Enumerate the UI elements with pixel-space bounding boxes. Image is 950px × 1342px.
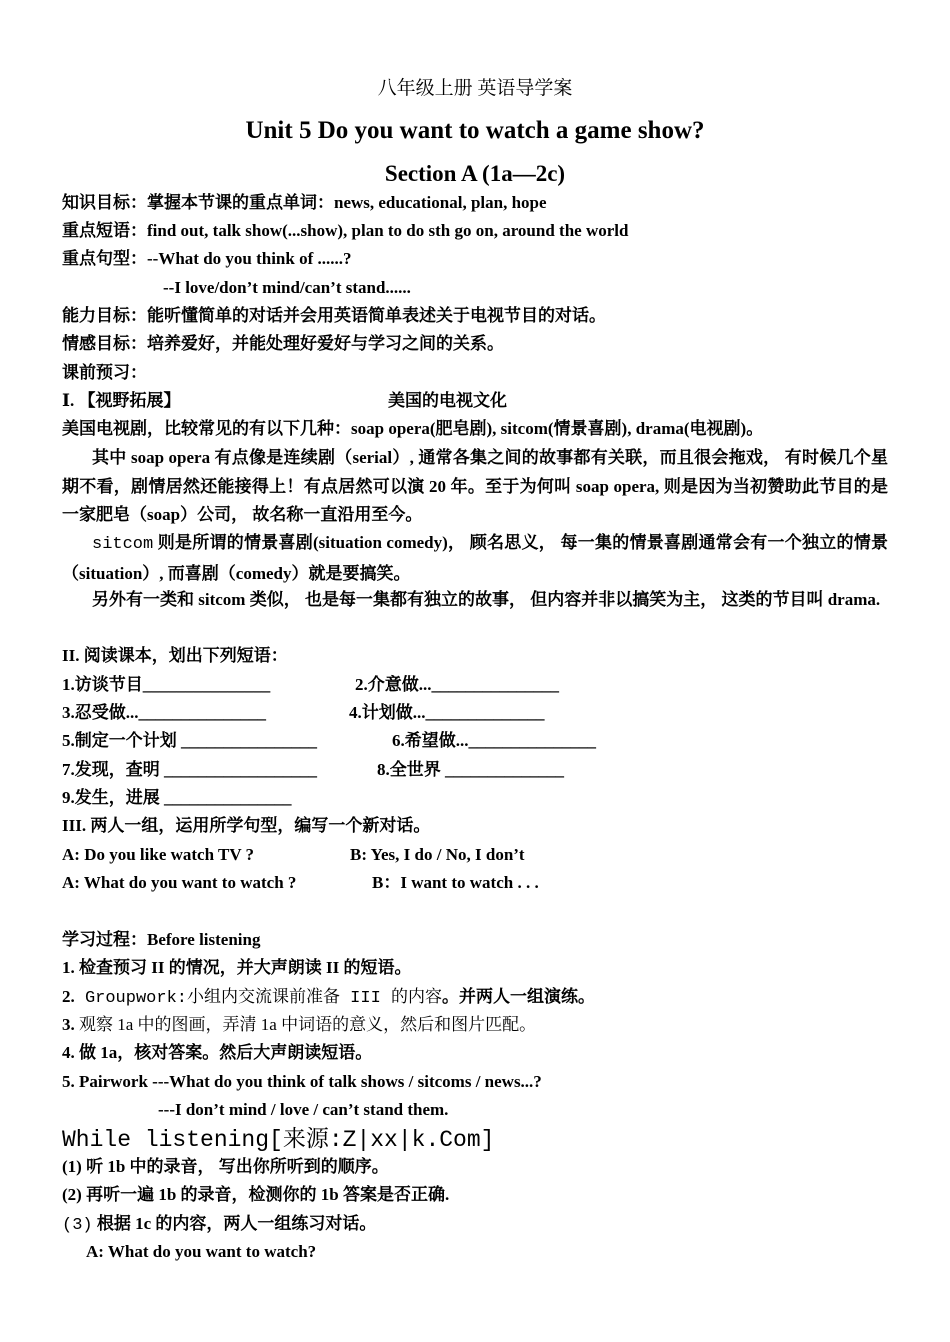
phrase-item-2: 2.介意做..._______________ <box>355 675 559 694</box>
process-step-2 <box>62 986 595 1010</box>
doc-subtitle: 八年级上册 英语导学案 <box>377 78 573 99</box>
step-3-label: (3) <box>62 1216 93 1235</box>
dialogue-b2: B：I want to watch . . . <box>372 873 539 892</box>
while-step-1: (1) 听 1b 中的录音， 写出你所听到的顺序。 <box>62 1157 389 1176</box>
knowledge-objective: 知识目标：掌握本节课的重点单词：news, educational, plan, hope <box>62 193 547 212</box>
process-step-1: 1. 检查预习 II 的情况，并大声朗读 II 的短语。 <box>62 958 412 977</box>
process-step-4: 4. 做 1a，核对答案。然后大声朗读短语。 <box>62 1043 373 1062</box>
step-3-number: 3. <box>62 1015 75 1034</box>
dialogue-a1: A: Do you like watch TV ? <box>62 845 255 864</box>
phrase-item-9: 9.发生，进展 _______________ <box>62 788 292 807</box>
phrase-item-3: 3.忍受做..._______________ <box>62 703 266 722</box>
sitcom-term: sitcom <box>92 535 154 554</box>
step-2-text: Groupwork:小组内交流课前准备 III 的内容 <box>74 989 442 1008</box>
while-step-3 <box>62 1213 376 1237</box>
process-step-3 <box>62 1014 536 1036</box>
ability-objective: 能力目标：能听懂简单的对话并会用英语简单表述关于电视节目的对话。 <box>62 306 606 325</box>
step-2-number: 2. <box>62 987 75 1006</box>
phrase-item-6: 6.希望做..._______________ <box>392 731 596 750</box>
section1-topic: 美国的电视文化 <box>388 391 507 410</box>
paragraph-sitcom <box>62 529 888 588</box>
section3-heading: III. 两人一组，运用所学句型，编写一个新对话。 <box>62 816 431 835</box>
process-heading: 学习过程：Before listening <box>62 930 261 949</box>
step-2-tail: 。并两人一组演练。 <box>441 987 595 1006</box>
while-step-3-text: 根据 1c 的内容，两人一组练习对话。 <box>92 1214 377 1233</box>
preview-heading: 课前预习： <box>62 363 147 382</box>
while-listening-heading: While listening[来源:Z|xx|k.Com] <box>62 1127 495 1153</box>
step-3-text: 观察 1a 中的图画，弄清 1a 中词语的意义，然后和图片匹配。 <box>74 1015 537 1034</box>
key-sentences-2: --I love/don’t mind/can’t stand...... <box>163 278 411 297</box>
while-step-dialogue: A: What do you want to watch? <box>86 1242 317 1261</box>
section1-intro: 美国电视剧，比较常见的有以下几种：soap opera(肥皂剧), sitcom(情景喜剧), drama(电视剧)。 <box>62 419 764 438</box>
phrase-item-5: 5.制定一个计划 ________________ <box>62 731 317 750</box>
process-step-5: 5. Pairwork ---What do you think of talk shows / sitcoms / news...? <box>62 1072 542 1091</box>
section1-heading: Ⅰ. 【视野拓展】 <box>62 391 181 410</box>
phrase-item-7: 7.发现，查明 __________________ <box>62 760 317 779</box>
while-step-2: (2) 再听一遍 1b 的录音，检测你的 1b 答案是否正确. <box>62 1185 450 1204</box>
paragraph-drama: 另外有一类和 sitcom 类似， 也是每一集都有独立的故事， 但内容并非以搞笑为主， 这类的节目叫 drama. <box>92 590 881 609</box>
paragraph-soap-opera: 其中 soap opera 有点像是连续剧（serial）, 通常各集之间的故事都有关联，而且很会拖戏， 有时候几个星期不看，剧情居然还能接得上！有点居然可以演 20 年。至于为何叫 soap opera, 则是因为当初赞助此节目的是一家肥皂（soap）公司， 故名称一直沿用至今。 <box>62 448 888 524</box>
key-phrases: 重点短语：find out, talk show(...show), plan to do sth go on, around the world <box>62 221 629 240</box>
dialogue-b1: B: Yes, I do / No, I don’t <box>350 845 525 864</box>
phrase-item-1: 1.访谈节目_______________ <box>62 675 271 694</box>
sitcom-text: 则是所谓的情景喜剧(situation comedy)， 顾名思义， 每一集的情景喜剧通常会有一个独立的情景（situation）, 而喜剧（comedy）就是要搞笑。 <box>62 533 888 583</box>
section-title: Section A (1a—2c) <box>384 161 566 186</box>
unit-title: Unit 5 Do you want to watch a game show? <box>245 117 705 144</box>
process-step-5-response: ---I don’t mind / love / can’t stand them. <box>158 1100 449 1119</box>
phrase-item-4: 4.计划做...______________ <box>349 703 545 722</box>
dialogue-a2: A: What do you want to watch ? <box>62 873 297 892</box>
key-sentences: 重点句型：--What do you think of ......? <box>62 249 352 268</box>
emotion-objective: 情感目标：培养爱好，并能处理好爱好与学习之间的关系。 <box>62 334 504 353</box>
phrase-item-8: 8.全世界 ______________ <box>377 760 564 779</box>
section2-heading: II. 阅读课本，划出下列短语： <box>62 646 288 665</box>
